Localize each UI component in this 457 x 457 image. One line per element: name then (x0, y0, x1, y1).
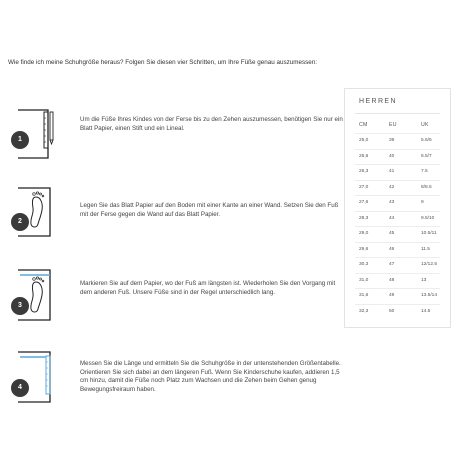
step-3-number: 3 (18, 302, 22, 309)
step-4 (8, 346, 348, 416)
column-header-cm: CM (359, 122, 368, 128)
eu-cell: 46 (389, 246, 395, 252)
cm-cell: 27,6 (359, 200, 369, 205)
uk-cell: 9 (421, 200, 424, 205)
step-4-text: Messen Sie die Länge und ermitteln Sie die Schuhgröße in der untenstehenden Größentabelle. Orientieren Sie sich dabei an dem längeren Fuß. Wenn Sie Kinderschuhe kaufen, addieren 1,5 cm hinzu, damit die Füße noch Platz zum Wachsen und die Zehen beim Gehen genug Bewegungsfreiraum haben. (80, 360, 341, 393)
step-1-number: 1 (18, 136, 22, 143)
step-4-number: 4 (18, 384, 22, 391)
table-row (355, 226, 440, 241)
table-row (355, 288, 440, 303)
table-row (355, 180, 440, 195)
eu-cell: 39 (389, 138, 395, 143)
cm-cell: 32,3 (359, 308, 369, 314)
step-2-number: 2 (18, 218, 22, 225)
eu-cell: 42 (389, 184, 395, 190)
eu-cell: 40 (389, 153, 395, 159)
uk-cell: 6.5/7 (421, 153, 432, 159)
uk-cell: 7.5 (421, 169, 428, 174)
step-1-text: Um die Füße Ihres Kindes von der Ferse bis zu den Zehen auszumessen, benötigen Sie nur ein Blatt Papier, einen Stift und ein Lineal. (80, 116, 343, 132)
eu-cell: 44 (389, 215, 395, 221)
size-table-divider (355, 113, 440, 114)
eu-cell: 45 (389, 231, 395, 236)
uk-cell: 11.5 (421, 246, 430, 252)
eu-cell: 49 (389, 293, 395, 298)
table-row (355, 149, 440, 164)
step-1 (8, 98, 348, 168)
step-2 (8, 180, 348, 250)
uk-cell: 13 (421, 277, 427, 283)
table-row (355, 133, 440, 148)
step-3-text: Markieren Sie auf dem Papier, wo der Fuß am längsten ist. Wiederholen Sie den Vorgang mit dem anderen Fuß. Unsere Füße sind in der Regel unterschiedlich lang. (80, 280, 336, 296)
column-header-uk: UK (421, 122, 429, 128)
table-row (355, 164, 440, 179)
eu-cell: 50 (389, 308, 395, 314)
uk-cell: 12/12.5 (421, 262, 438, 267)
cm-cell: 31,6 (359, 293, 369, 298)
uk-cell: 10.5/11 (421, 231, 437, 236)
uk-cell: 8/8.5 (421, 184, 432, 190)
foot-measure-mark-icon (8, 264, 58, 334)
uk-cell: 13.5/14 (421, 293, 438, 298)
table-row (355, 211, 440, 226)
table-row (355, 242, 440, 257)
size-table-title: HERREN (359, 98, 397, 105)
cm-cell: 29,6 (359, 246, 369, 252)
column-header-eu: EU (389, 122, 397, 128)
step-3 (8, 264, 348, 334)
cm-cell: 29,0 (359, 231, 369, 236)
cm-cell: 26,3 (359, 169, 369, 174)
eu-cell: 43 (389, 200, 395, 205)
eu-cell: 48 (389, 277, 395, 283)
uk-cell: 9.5/10 (421, 215, 435, 221)
table-row (355, 304, 440, 319)
uk-cell: 14.5 (421, 308, 431, 314)
cm-cell: 25,6 (359, 153, 369, 159)
cm-cell: 27,0 (359, 184, 369, 190)
foot-on-paper-icon (8, 180, 58, 250)
eu-cell: 41 (389, 169, 395, 174)
measure-length-icon (8, 346, 58, 416)
table-row (355, 195, 440, 210)
table-row (355, 257, 440, 272)
eu-cell: 47 (389, 262, 395, 267)
paper-pen-ruler-icon (8, 98, 58, 168)
page-heading: Wie finde ich meine Schuhgröße heraus? Folgen Sie diesen vier Schritten, um Ihre Füße genau auszumessen: (8, 59, 318, 66)
uk-cell: 5.5/6 (421, 138, 432, 143)
size-table (344, 88, 451, 328)
step-2-text: Legen Sie das Blatt Papier auf den Boden mit einer Kante an einer Wand. Setzen Sie den Fuß mit der Ferse gegen die Wand auf das Blatt Papier. (80, 202, 339, 218)
table-row (355, 273, 440, 288)
cm-cell: 30,3 (359, 262, 369, 267)
cm-cell: 25,0 (359, 138, 369, 143)
cm-cell: 28,3 (359, 215, 369, 221)
cm-cell: 31,0 (359, 277, 369, 283)
